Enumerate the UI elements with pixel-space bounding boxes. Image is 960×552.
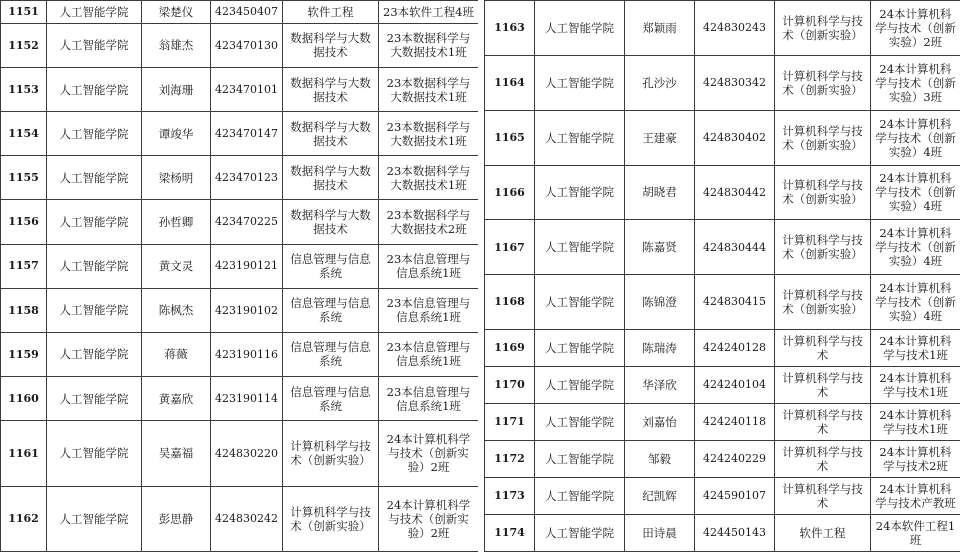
major-cell: 数据科学与大数据技术: [283, 23, 379, 67]
major-cell: 计算机科学与技术（创新实验）: [775, 55, 871, 110]
class-cell: 23本数据科学与大数据技术1班: [379, 112, 479, 156]
student-name-cell: 邹毅: [625, 441, 695, 478]
college-cell: 人工智能学院: [535, 441, 625, 478]
table-row: [1, 421, 479, 486]
college-cell: 人工智能学院: [47, 23, 142, 67]
college-cell: 人工智能学院: [47, 421, 142, 486]
college-cell: 人工智能学院: [535, 220, 625, 275]
college-cell: 人工智能学院: [535, 404, 625, 441]
student-id-cell: 424830342: [695, 55, 775, 110]
college-cell: 人工智能学院: [535, 110, 625, 165]
student-name-cell: 陈嘉贤: [625, 220, 695, 275]
table-row: [1, 67, 479, 111]
class-cell: 24本计算机科学与技术（创新实验）2班: [871, 1, 960, 56]
row-number-cell: 1159: [1, 332, 47, 376]
class-cell: 24本软件工程1班: [871, 514, 960, 551]
student-id-cell: 423450407: [211, 1, 283, 24]
student-name-cell: 陈瑞涛: [625, 330, 695, 367]
major-cell: 数据科学与大数据技术: [283, 200, 379, 244]
row-number-cell: 1171: [485, 404, 535, 441]
class-cell: 24本计算机科学与技术（创新实验）3班: [871, 55, 960, 110]
college-cell: 人工智能学院: [47, 486, 142, 551]
class-cell: 23本信息管理与信息系统1班: [379, 376, 479, 420]
table-row: [485, 404, 960, 441]
student-name-cell: 孔沙沙: [625, 55, 695, 110]
student-name-cell: 梁杨明: [142, 156, 211, 200]
table-row: [485, 1, 960, 56]
row-number-cell: 1162: [1, 486, 47, 551]
left-roster-table-panel: [0, 0, 478, 552]
college-cell: 人工智能学院: [47, 112, 142, 156]
row-number-cell: 1156: [1, 200, 47, 244]
college-cell: 人工智能学院: [47, 376, 142, 420]
college-cell: 人工智能学院: [47, 1, 142, 24]
student-name-cell: 郑颖雨: [625, 1, 695, 56]
student-id-cell: 424830220: [211, 421, 283, 486]
major-cell: 计算机科学与技术（创新实验）: [283, 421, 379, 486]
class-cell: 24本计算机科学与技术1班: [871, 330, 960, 367]
major-cell: 计算机科学与技术（创新实验）: [775, 110, 871, 165]
row-number-cell: 1160: [1, 376, 47, 420]
student-name-cell: 黄文灵: [142, 244, 211, 288]
student-id-cell: 423470123: [211, 156, 283, 200]
student-name-cell: 刘海珊: [142, 67, 211, 111]
class-cell: 24本计算机科学与技术（创新实验）4班: [871, 165, 960, 220]
student-id-cell: 424830444: [695, 220, 775, 275]
row-number-cell: 1155: [1, 156, 47, 200]
student-id-cell: 424240128: [695, 330, 775, 367]
student-name-cell: 谭竣华: [142, 112, 211, 156]
student-id-cell: 424240118: [695, 404, 775, 441]
row-number-cell: 1165: [485, 110, 535, 165]
student-id-cell: 423190121: [211, 244, 283, 288]
table-row: [1, 288, 479, 332]
table-row: [485, 367, 960, 404]
major-cell: 计算机科学与技术（创新实验）: [775, 220, 871, 275]
college-cell: 人工智能学院: [47, 200, 142, 244]
class-cell: 23本数据科学与大数据技术1班: [379, 67, 479, 111]
table-row: [1, 376, 479, 420]
row-number-cell: 1167: [485, 220, 535, 275]
student-name-cell: 黄嘉欣: [142, 376, 211, 420]
student-name-cell: 彭思静: [142, 486, 211, 551]
right-roster-table-panel: [484, 0, 960, 552]
major-cell: 软件工程: [775, 514, 871, 551]
college-cell: 人工智能学院: [47, 156, 142, 200]
student-name-cell: 梁楚仪: [142, 1, 211, 24]
student-name-cell: 田诗晨: [625, 514, 695, 551]
major-cell: 信息管理与信息系统: [283, 288, 379, 332]
student-name-cell: 吴嘉福: [142, 421, 211, 486]
table-row: [485, 55, 960, 110]
student-name-cell: 王建豪: [625, 110, 695, 165]
row-number-cell: 1170: [485, 367, 535, 404]
major-cell: 信息管理与信息系统: [283, 376, 379, 420]
student-id-cell: 423470101: [211, 67, 283, 111]
table-row: [1, 156, 479, 200]
table-row: [485, 220, 960, 275]
table-row: [485, 441, 960, 478]
table-row: [485, 330, 960, 367]
student-id-cell: 424830415: [695, 275, 775, 330]
left-roster-table: [0, 0, 479, 552]
college-cell: 人工智能学院: [535, 55, 625, 110]
row-number-cell: 1166: [485, 165, 535, 220]
class-cell: 23本数据科学与大数据技术2班: [379, 200, 479, 244]
student-id-cell: 424830402: [695, 110, 775, 165]
row-number-cell: 1173: [485, 478, 535, 515]
major-cell: 数据科学与大数据技术: [283, 156, 379, 200]
table-row: [1, 200, 479, 244]
table-row: [1, 486, 479, 551]
table-row: [1, 112, 479, 156]
class-cell: 23本信息管理与信息系统1班: [379, 332, 479, 376]
student-name-cell: 陈锦澄: [625, 275, 695, 330]
student-name-cell: 孙哲卿: [142, 200, 211, 244]
college-cell: 人工智能学院: [535, 165, 625, 220]
college-cell: 人工智能学院: [535, 478, 625, 515]
major-cell: 计算机科学与技术（创新实验）: [283, 486, 379, 551]
class-cell: 23本信息管理与信息系统1班: [379, 244, 479, 288]
student-id-cell: 424830243: [695, 1, 775, 56]
college-cell: 人工智能学院: [47, 288, 142, 332]
major-cell: 计算机科学与技术: [775, 367, 871, 404]
class-cell: 24本计算机科学与技术产教班: [871, 478, 960, 515]
college-cell: 人工智能学院: [535, 330, 625, 367]
row-number-cell: 1161: [1, 421, 47, 486]
student-name-cell: 陈枫杰: [142, 288, 211, 332]
college-cell: 人工智能学院: [535, 367, 625, 404]
row-number-cell: 1174: [485, 514, 535, 551]
row-number-cell: 1163: [485, 1, 535, 56]
student-name-cell: 翁雄杰: [142, 23, 211, 67]
student-id-cell: 424590107: [695, 478, 775, 515]
college-cell: 人工智能学院: [47, 332, 142, 376]
major-cell: 计算机科学与技术（创新实验）: [775, 1, 871, 56]
college-cell: 人工智能学院: [535, 1, 625, 56]
class-cell: 24本计算机科学与技术（创新实验）4班: [871, 220, 960, 275]
major-cell: 计算机科学与技术（创新实验）: [775, 275, 871, 330]
row-number-cell: 1152: [1, 23, 47, 67]
table-row: [1, 332, 479, 376]
major-cell: 信息管理与信息系统: [283, 332, 379, 376]
major-cell: 信息管理与信息系统: [283, 244, 379, 288]
class-cell: 24本计算机科学与技术1班: [871, 404, 960, 441]
student-name-cell: 纪凯辉: [625, 478, 695, 515]
row-number-cell: 1169: [485, 330, 535, 367]
student-id-cell: 423190102: [211, 288, 283, 332]
major-cell: 计算机科学与技术: [775, 441, 871, 478]
table-row: [1, 23, 479, 67]
class-cell: 23本软件工程4班: [379, 1, 479, 24]
student-id-cell: 424450143: [695, 514, 775, 551]
college-cell: 人工智能学院: [535, 514, 625, 551]
table-row: [485, 110, 960, 165]
student-id-cell: 423470225: [211, 200, 283, 244]
student-id-cell: 424240229: [695, 441, 775, 478]
row-number-cell: 1151: [1, 1, 47, 24]
student-id-cell: 423470130: [211, 23, 283, 67]
student-name-cell: 蒋薇: [142, 332, 211, 376]
class-cell: 23本数据科学与大数据技术1班: [379, 23, 479, 67]
table-row: [485, 165, 960, 220]
student-id-cell: 423190116: [211, 332, 283, 376]
right-roster-table: [484, 0, 960, 552]
major-cell: 计算机科学与技术: [775, 330, 871, 367]
student-id-cell: 424240104: [695, 367, 775, 404]
major-cell: 计算机科学与技术: [775, 478, 871, 515]
class-cell: 24本计算机科学与技术1班: [871, 367, 960, 404]
row-number-cell: 1172: [485, 441, 535, 478]
class-cell: 24本计算机科学与技术（创新实验）4班: [871, 275, 960, 330]
student-id-cell: 424830442: [695, 165, 775, 220]
major-cell: 计算机科学与技术: [775, 404, 871, 441]
row-number-cell: 1153: [1, 67, 47, 111]
student-id-cell: 424830242: [211, 486, 283, 551]
major-cell: 软件工程: [283, 1, 379, 24]
class-cell: 24本计算机科学与技术（创新实验）2班: [379, 486, 479, 551]
row-number-cell: 1154: [1, 112, 47, 156]
class-cell: 24本计算机科学与技术2班: [871, 441, 960, 478]
student-name-cell: 胡晓君: [625, 165, 695, 220]
class-cell: 23本信息管理与信息系统1班: [379, 288, 479, 332]
student-id-cell: 423470147: [211, 112, 283, 156]
class-cell: 24本计算机科学与技术（创新实验）2班: [379, 421, 479, 486]
major-cell: 数据科学与大数据技术: [283, 112, 379, 156]
class-cell: 24本计算机科学与技术（创新实验）4班: [871, 110, 960, 165]
row-number-cell: 1157: [1, 244, 47, 288]
row-number-cell: 1164: [485, 55, 535, 110]
table-row: [1, 244, 479, 288]
student-name-cell: 华泽欣: [625, 367, 695, 404]
student-id-cell: 423190114: [211, 376, 283, 420]
student-name-cell: 刘嘉怡: [625, 404, 695, 441]
class-cell: 23本数据科学与大数据技术1班: [379, 156, 479, 200]
major-cell: 计算机科学与技术（创新实验）: [775, 165, 871, 220]
college-cell: 人工智能学院: [47, 244, 142, 288]
row-number-cell: 1158: [1, 288, 47, 332]
college-cell: 人工智能学院: [47, 67, 142, 111]
table-row: [1, 1, 479, 24]
college-cell: 人工智能学院: [535, 275, 625, 330]
row-number-cell: 1168: [485, 275, 535, 330]
table-row: [485, 275, 960, 330]
table-row: [485, 478, 960, 515]
major-cell: 数据科学与大数据技术: [283, 67, 379, 111]
table-row: [485, 514, 960, 551]
